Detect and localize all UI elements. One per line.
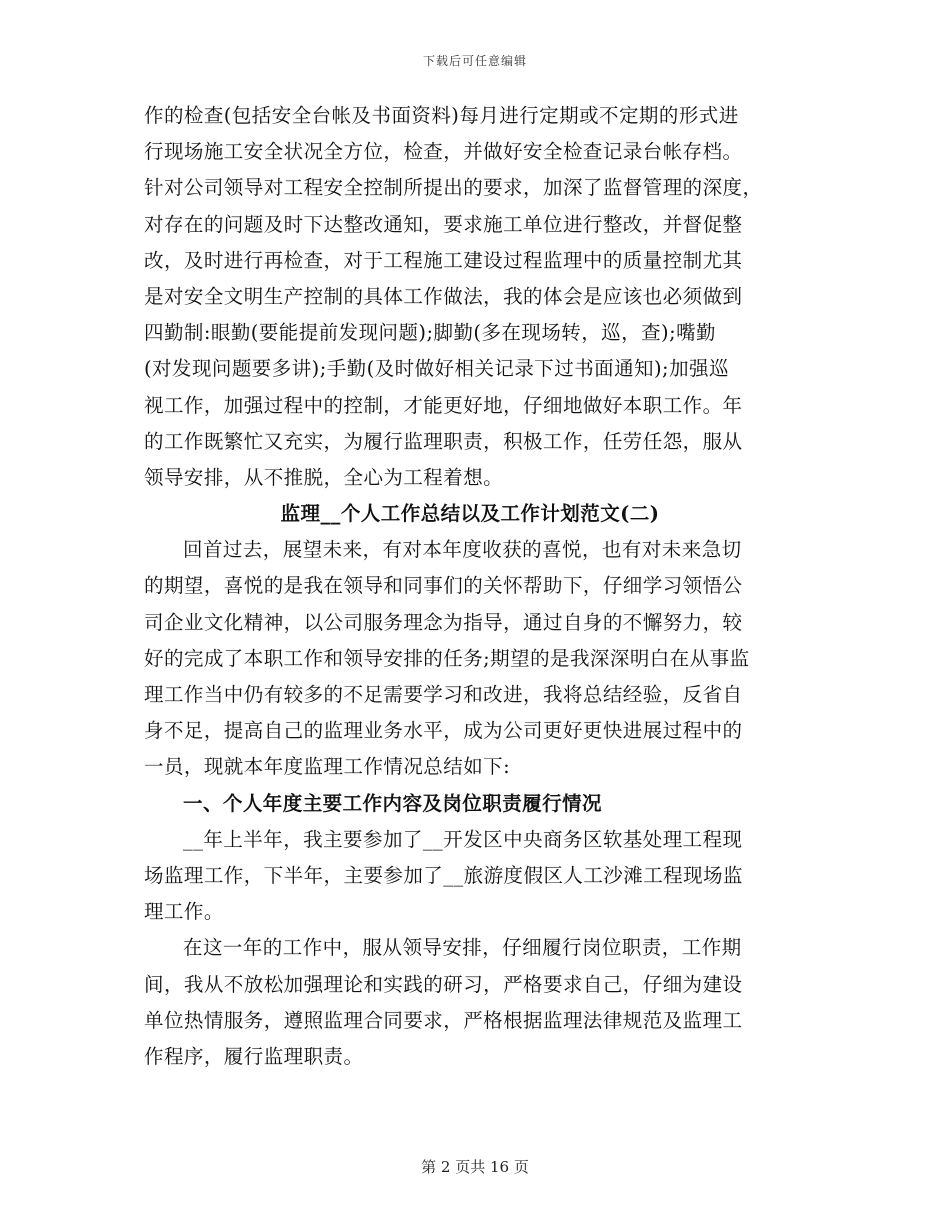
paragraph-start: 回首过去，展望未来，有对本年度收获的喜悦，也有对未来急切	[183, 538, 742, 562]
section-title: 监理__个人工作总结以及工作计划范文(二)	[280, 502, 660, 526]
text-line: 作的检查(包括安全台帐及书面资料)每月进行定期或不定期的形式进	[144, 104, 739, 127]
text-line: 是对安全文明生产控制的具体工作做法，我的体会是应该也必须做到	[144, 284, 743, 308]
text-line: (对发现问题要多讲);手勤(及时做好相关记录下过书面通知);加强巡	[144, 357, 729, 381]
text-line: 的期望，喜悦的是我在领导和同事们的关怀帮助下，仔细学习领悟公	[144, 574, 743, 598]
text-line: 四勤制:眼勤(要能提前发现问题);脚勤(多在现场转，巡，查);嘴勤	[144, 321, 716, 345]
text-line: 对存在的问题及时下达整改通知，要求施工单位进行整改，并督促整	[144, 212, 743, 236]
page-header: 下载后可任意编辑	[422, 54, 527, 68]
text-line: 场监理工作，下半年，主要参加了__旅游度假区人工沙滩工程现场监	[144, 863, 743, 887]
text-line: 领导安排，从不推脱，全心为工程着想。	[144, 465, 504, 489]
text-line: 理工作。	[144, 900, 224, 924]
text-line: 间，我从不放松加强理论和实践的研习，严格要求自己，仔细为建设	[144, 972, 743, 996]
text-line: 的工作既繁忙又充实，为履行监理职责，积极工作，任劳任怨，服从	[144, 429, 743, 453]
text-line: 理工作当中仍有较多的不足需要学习和改进，我将总结经验，反省自	[144, 683, 743, 706]
text-line: 行现场施工安全状况全方位，检查，并做好安全检查记录台帐存档。	[144, 140, 743, 164]
text-line: 好的完成了本职工作和领导安排的任务;期望的是我深深明白在从事监	[144, 646, 750, 670]
page-number: 第 2 页共 16 页	[421, 1158, 529, 1176]
paragraph-start: __年上半年，我主要参加了__开发区中央商务区软基处理工程现	[183, 827, 743, 851]
text-line: 改，及时进行再检查，对于工程施工建设过程监理中的质量控制尤其	[144, 248, 743, 272]
text-line: 身不足，提高自己的监理业务水平，成为公司更好更快进展过程中的	[144, 719, 743, 743]
text-line: 针对公司领导对工程安全控制所提出的要求，加深了监督管理的深度，	[144, 176, 763, 200]
text-line: 司企业文化精神，以公司服务理念为指导，通过自身的不懈努力，较	[144, 610, 743, 634]
text-line: 一员，现就本年度监理工作情况总结如下:	[144, 755, 511, 779]
text-line: 作程序，履行监理职责。	[144, 1044, 364, 1068]
text-line: 视工作，加强过程中的控制，才能更好地，仔细地做好本职工作。年	[144, 393, 743, 417]
document-body	[144, 98, 796, 1075]
text-line: 单位热情服务，遵照监理合同要求，严格根据监理法律规范及监理工	[144, 1008, 743, 1032]
subsection-heading: 一、个人年度主要工作内容及岗位职责履行情况	[183, 791, 602, 815]
paragraph-start: 在这一年的工作中，服从领导安排，仔细履行岗位职责，工作期	[183, 936, 742, 960]
